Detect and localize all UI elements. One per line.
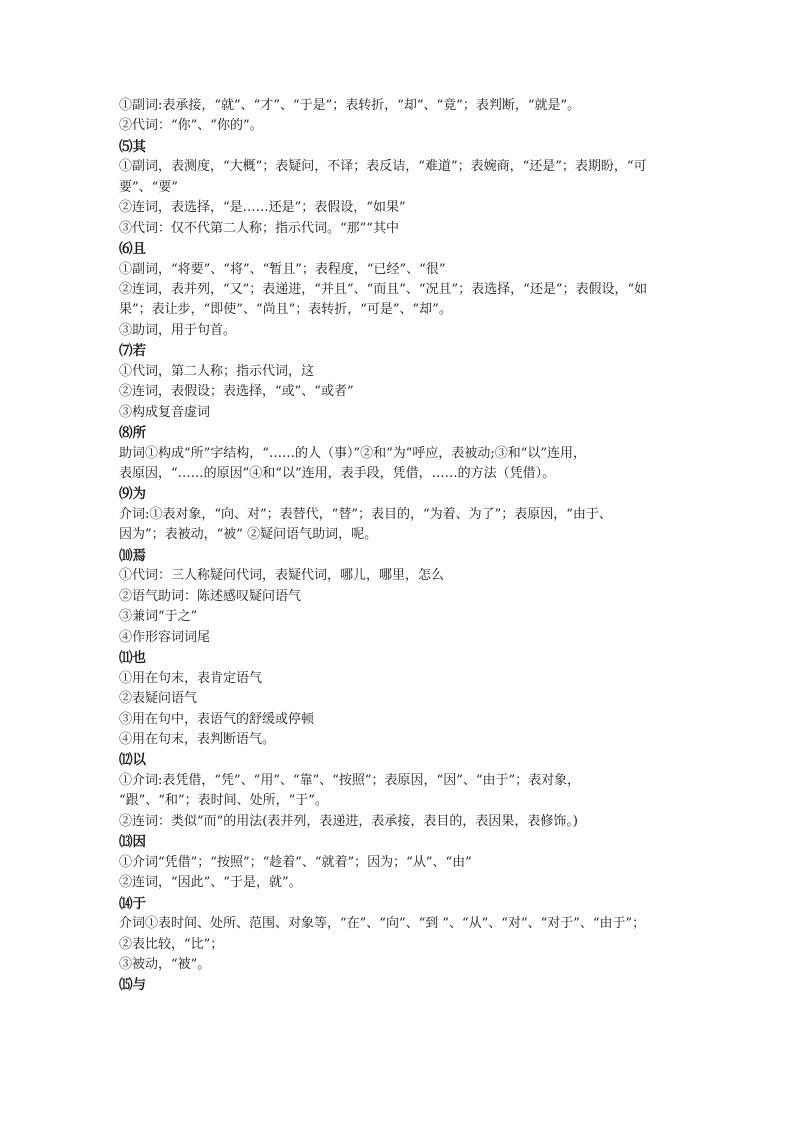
text-line: ①代词，第二人称；指示代词，这: [119, 363, 315, 379]
text-line: ④作形容词词尾: [119, 629, 211, 645]
section-heading: ⑾也: [119, 650, 146, 667]
section-heading: ⑽焉: [119, 547, 146, 564]
text-line: ②连词，表并列，“又”；表递进，“并且”、“而且”、“况且”；表选择，“还是”；表假设，“如: [119, 282, 648, 298]
text-line: ②表比较，“比”；: [119, 936, 224, 952]
text-line: ②连词，表选择，“是……还是”；表假设，“如果”: [119, 200, 406, 216]
text-line: 介词:①表对象，“向、对”；表替代，“替”；表目的，“为着、为了”；表原因，“由于、: [119, 507, 612, 523]
text-line: ②表疑问语气: [119, 691, 198, 707]
text-line: ③用在句中，表语气的舒缓或停顿: [119, 711, 315, 727]
text-line: ①代词：三人称疑问代词，表疑代词，哪儿，哪里，怎么: [119, 568, 445, 584]
section-heading: ⒀因: [119, 834, 146, 851]
text-line: ②语气助词：陈述感叹疑问语气: [119, 588, 302, 604]
text-line: ①用在句末，表肯定语气: [119, 670, 263, 686]
text-line: ④用在句末，表判断语气。: [119, 731, 276, 747]
text-line: 因为”；表被动，“被” ②疑问语气助词，呢。: [119, 527, 378, 543]
section-heading: ⑼为: [119, 486, 146, 503]
text-line: ①介词:表凭借，“凭”、“用”、“靠”、“按照”；表原因，“因”、“由于”；表对象，: [119, 772, 581, 788]
text-line: ③构成复音虚词: [119, 404, 211, 420]
section-heading: ⒁于: [119, 895, 146, 912]
section-heading: ⑻所: [119, 425, 146, 442]
text-line: ②连词：类似”而”的用法(表并列，表递进，表承接，表目的，表因果，表修饰。): [119, 813, 578, 829]
text-line: 果”；表让步，“即使”、“尚且”；表转折，“可是”、“却”。: [119, 302, 452, 318]
text-line: “跟”、“和”；表时间、处所，“于”。: [119, 793, 328, 809]
text-line: 要”、“要”: [119, 179, 178, 195]
text-line: ②代词：“你”、“你的”。: [119, 118, 263, 134]
section-heading: ⑹且: [119, 241, 146, 258]
text-line: ③代词：仅不代第二人称；指示代词。“那”“其中: [119, 220, 399, 236]
section-heading: ⒂与: [119, 977, 146, 994]
text-line: ②连词，“因此”、“于是，就”。: [119, 875, 302, 891]
text-line: ①介词“凭借”；“按照”；“趁着”、“就着”；因为；“从”、“由”: [119, 854, 472, 870]
text-line: ②连词，表假设；表选择，“或”、“或者”: [119, 384, 354, 400]
text-line: 表原因，“……的原因”④和“以”连用，表手段，凭借，……的方法（凭借）。: [119, 466, 556, 482]
document-page: [119, 96, 679, 996]
text-line: ③被动，“被”。: [119, 956, 211, 972]
text-line: ③兼词“于之”: [119, 609, 198, 625]
text-line: ①副词:表承接，“就”、“才”、“于是”；表转折，“却”、“竟”；表判断，“就是”。: [119, 98, 581, 113]
section-heading: ⑿以: [119, 752, 146, 769]
text-line: ①副词，表测度，“大概”；表疑问，不译；表反诘，“难道”；表婉商，“还是”；表期盼，“可: [119, 159, 647, 175]
section-heading: ⑸其: [119, 138, 146, 155]
text-line: ③助词，用于句首。: [119, 322, 237, 338]
text-line: 助词①构成“所”字结构，“……的人（事）”②和“为”呼应，表被动;③和“以”连用，: [119, 445, 587, 461]
text-line: ①副词，“将要”、“将”、“暂且”；表程度，“已经”、“很”: [119, 261, 446, 277]
text-line: 介词①表时间、处所、范围、对象等，“在”、“向”、“到 ”、“从”、“对”、“对于”、“由于”；: [119, 916, 646, 932]
section-heading: ⑺若: [119, 343, 146, 360]
